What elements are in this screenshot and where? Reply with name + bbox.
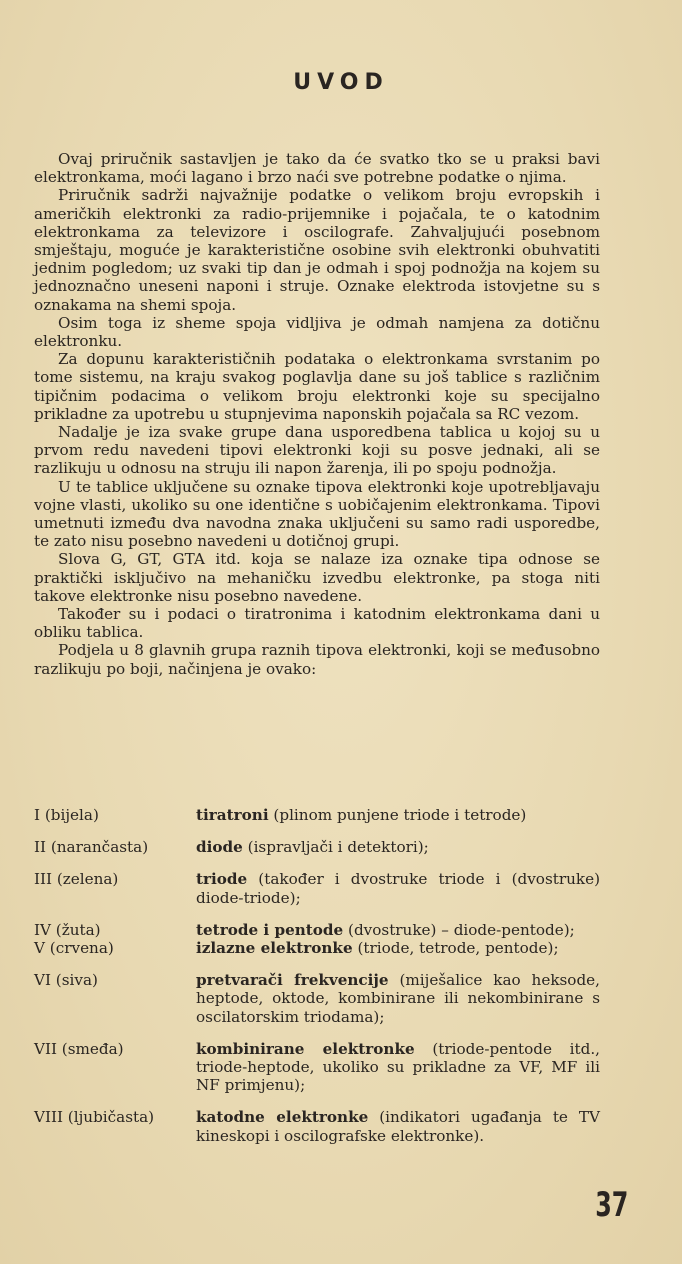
group-row — [34, 921, 600, 957]
group-detail: (indikatori ugađanja te TV kineskopi i oscilografske elektronke). — [196, 1108, 600, 1145]
group-name: tiratroni — [196, 806, 269, 824]
group-row — [34, 971, 600, 1026]
group-description — [196, 806, 600, 824]
group-row — [34, 806, 600, 824]
group-row — [34, 1108, 600, 1144]
group-detail: (također i dvostruke triode i (dvostruke) diode-triode); — [196, 870, 600, 907]
group-name: izlazne elektronke — [196, 939, 353, 958]
paragraph: Priručnik sadrži najvažnije podatke o velikom broju evropskih i američkih elektronki za radio-prijemnike i pojačala, te o katodnim elektronkama za televizore i oscilografe. Zahvaljujući posebnom smještaju, moguće je karakteristične osobine svih elektronki obuhvatiti jednim pogledom; uz svaki tip dan je odmah i spoj podnožja na kojem su jednoznačno uneseni naponi i struje. Oznake elektroda istovjetne su s oznakama na shemi spoja. — [34, 186, 600, 314]
paragraph: Osim toga iz sheme spoja vidljiva je odmah namjena za dotičnu elektronku. — [34, 313, 600, 351]
group-detail: (triode, tetrode, pentode); — [352, 939, 559, 958]
group-number: III (zelena) — [34, 870, 119, 889]
group-number — [34, 921, 196, 957]
paragraph: Podjela u 8 glavnih grupa raznih tipova elektronki, koji se međusobno razlikuju po boji, načinjena je ovako: — [34, 641, 600, 678]
group-description — [196, 870, 600, 906]
group-number: I (bijela) — [34, 806, 99, 824]
group-number-line: V (crvena) — [34, 939, 114, 958]
page-title: UVOD — [293, 70, 389, 95]
group-detail: (triode-pentode itd., triode-heptode, ukoliko su prikladne za VF, MF ili NF primjenu); — [196, 1039, 600, 1095]
group-name: tetrode i pentode — [196, 920, 344, 939]
group-name: triode — [196, 870, 248, 889]
paragraph: Slova G, GT, GTA itd. koja se nalaze iza oznake tipa odnose se praktički isključivo na mehaničku izvedbu elektronke, pa stoga niti takove elektronke nisu posebno navedene. — [34, 550, 600, 605]
group-number-line: IV (žuta) — [34, 920, 101, 939]
group-number: VIII (ljubičasta) — [34, 1108, 155, 1127]
group-name: kombinirane elektronke — [196, 1039, 415, 1058]
group-detail: (miješalice kao heksode, heptode, oktode, kombinirane ili nekombinirane s oscilatorskim triodama); — [196, 971, 600, 1026]
group-row — [34, 838, 600, 856]
paragraph: Također su i podaci o tiratronima i katodnim elektronkama dani u obliku tablica. — [34, 605, 600, 642]
group-detail: (dvostruke) – diode-pentode); — [343, 920, 575, 939]
group-number: II (narančasta) — [34, 838, 149, 857]
group-number: VII (smeđa) — [34, 1039, 124, 1058]
paragraph: U te tablice uključene su oznake tipova elektronki koje upotrebljavaju vojne vlasti, ukoliko su one identične s uobičajenim elektronkama. Tipovi umetnuti između dva navodna znaka uključeni su samo radi usporedbe, te zato nisu posebno navedeni u dotičnoj grupi. — [34, 477, 600, 551]
group-name: katodne elektronke — [196, 1108, 369, 1127]
group-row — [34, 870, 600, 906]
group-name: diode — [196, 838, 243, 857]
group-description — [196, 921, 600, 957]
paragraph: Ovaj priručnik sastavljen je tako da će svatko tko se u praksi bavi elektronkama, moći lagano i brzo naći sve potrebne podatke o njima. — [34, 150, 600, 187]
group-description — [196, 971, 600, 1026]
paragraph: Nadalje je iza svake grupe dana usporedbena tablica u kojoj su u prvom redu navedeni tipovi elektronki koji su posve jednaki, ali se razlikuju u odnosu na struju ili napon žarenja, ili po spoju podnožja. — [34, 423, 600, 478]
page-number: 37 — [594, 1185, 628, 1225]
group-row — [34, 1040, 600, 1095]
group-detail: (plinom punjene triode i tetrode) — [268, 806, 527, 824]
paragraph: Za dopunu karakterističnih podataka o elektronkama svrstanim po tome sistemu, na kraju svakog poglavlja dane su još tablice s različnim tipičnim podacima o velikom broju elektronki koje su specijalno prikladne za upotrebu u stupnjevima naponskih pojačala sa RC vezom. — [34, 350, 600, 423]
tube-groups-list — [34, 806, 600, 1159]
group-name: pretvarači frekvencije — [196, 971, 389, 990]
group-detail: (ispravljači i detektori); — [242, 838, 429, 857]
group-description — [196, 838, 600, 856]
group-description — [196, 1108, 600, 1144]
group-description — [196, 1040, 600, 1095]
group-number: VI (siva) — [34, 971, 98, 990]
intro-text — [34, 150, 600, 678]
